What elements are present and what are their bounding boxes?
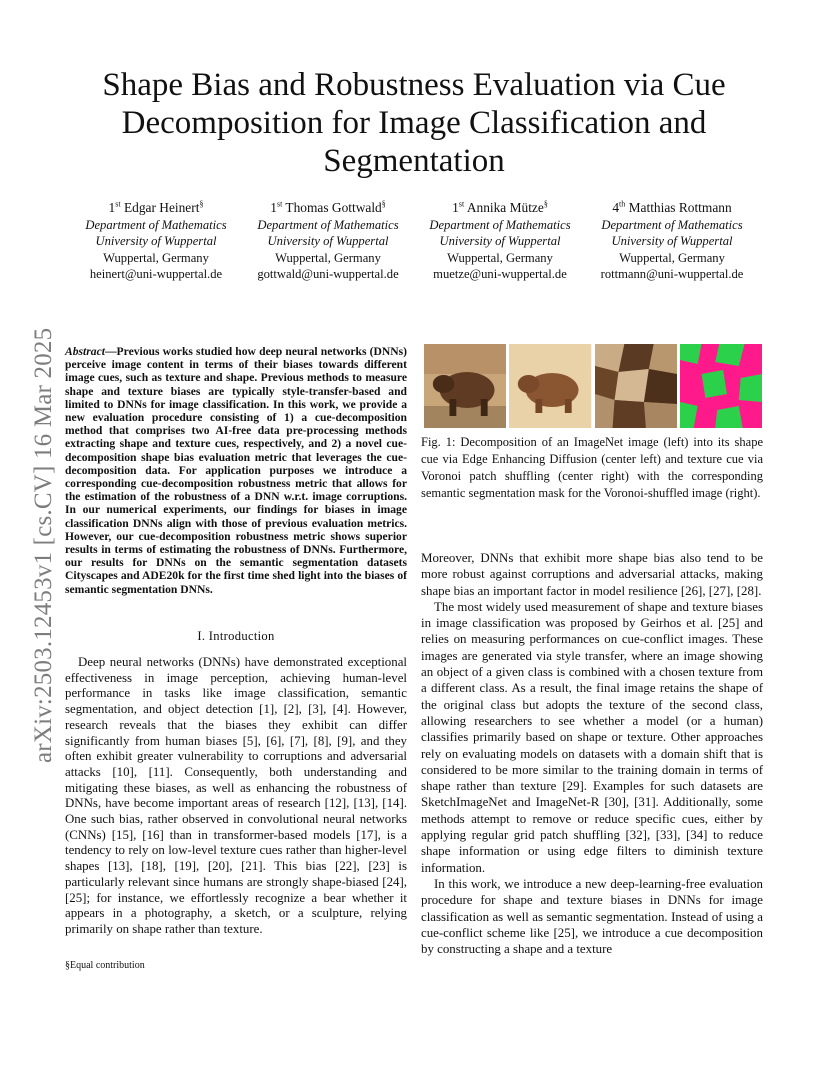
- author-block: [70, 200, 760, 283]
- author-2: 1st Thomas Gottwald§ Department of Mathematics University of Wuppertal Wuppertal, Germany gottwald@uni-wuppertal.de: [242, 200, 414, 283]
- paper-title: Shape Bias and Robustness Evaluation via Cue Decomposition for Image Classification and Segmentation: [102, 67, 726, 179]
- section-heading: I. Introduction: [197, 629, 275, 643]
- segmentation-mask-image: [680, 344, 762, 428]
- texture-cue-image: [595, 344, 677, 428]
- paragraph: In this work, we introduce a new deep-learning-free evaluation procedure for shape and texture biases in DNNs for image classification as well as semantic segmentation. Instead of using a cue-conflict scheme like [25], we introduce a cue decomposition by constructing a shape and a texture: [421, 876, 763, 957]
- abstract: Abstract—Previous works studied how deep neural networks (DNNs) perceive image content in terms of their biases towards different image cues, such as texture and shape. Previous methods to measure shape and texture biases are typically style-transfer-based and limited to DNNs for image classification. In this work, we provide a new evaluation procedure consisting of 1) a cue-decomposition method that comprises two AI-free data pre-processing methods extracting shape and texture cues, respectively, and 2) a novel cue-decomposition shape bias evaluation metric that leverages the cue-decomposition data. For application purposes we introduce a corresponding cue-decomposition robustness metric that allows for the estimation of the robustness of a DNN w.r.t. image corruptions. In our numerical experiments, our findings for biases in image classification DNNs align with those of previous evaluation metrics. However, our cue-decomposition robustness metric shows superior results in terms of estimating the robustness of DNNs. Furthermore, our results for DNNs on the semantic segmentation datasets Cityscapes and ADE20k for the first time shed light into the biases of semantic segmentation DNNs.: [65, 345, 407, 596]
- intro-text: [65, 655, 407, 938]
- author-email: gottwald@uni-wuppertal.de: [257, 267, 399, 281]
- author-email: heinert@uni-wuppertal.de: [89, 267, 223, 281]
- author-4: 4th Matthias Rottmann Department of Mathematics University of Wuppertal Wuppertal, Germany rottmann@uni-wuppertal.de: [586, 200, 758, 283]
- author-3: 1st Annika Mütze§ Department of Mathematics University of Wuppertal Wuppertal, Germany muetze@uni-wuppertal.de: [414, 200, 586, 283]
- paragraph: Moreover, DNNs that exhibit more shape bias also tend to be more robust against corruptions and adversarial attacks, making shape bias an important factor in model resilience [26], [27], [28].: [421, 551, 763, 598]
- author-email: muetze@uni-wuppertal.de: [433, 267, 567, 281]
- author-email: rottmann@uni-wuppertal.de: [600, 267, 744, 281]
- right-column-text: [421, 550, 763, 957]
- paragraph: Deep neural networks (DNNs) have demonstrated exceptional effectiveness in image perception, achieving human-level performance in tasks like image classification, semantic segmentation, and object detection [1], [2], [3], [4]. However, research reveals that the biases they exhibit can differ significantly from human biases [5], [6], [7], [8], [9], and they often exhibit greater vulnerability to corruptions and adversarial attacks [10], [11]. Consequently, both understanding and mitigating these biases, as well as enhancing the robustness of DNNs, have become important areas of research [12], [13], [14]. One such bias, rather observed in convolutional neural networks (CNNs) [15], [16] than in transformer-based models [17], is a tendency to rely on low-level texture cues rather than higher-level shapes [13], [18], [19], [20], [21]. This bias [22], [23] is particularly relevant since humans are strongly shape-biased [24], [25]; for instance, we effortlessly recognize a bear whether it appears in a photography, a sketch, or a sculpture, relying primarily on shape rather than texture.: [65, 655, 407, 936]
- arxiv-identifier: arXiv:2503.12453v1 [cs.CV] 16 Mar 2025: [30, 327, 57, 763]
- footnote: §Equal contribution: [65, 960, 145, 971]
- figure-caption: Fig. 1: Decomposition of an ImageNet image (left) into its shape cue via Edge Enhancing Diffusion (center left) and texture cue via Voronoi patch shuffling (center right) with the corresponding semantic segmentation mask for the Voronoi-shuffled image (right).: [421, 435, 763, 500]
- original-bear-image: [424, 344, 506, 428]
- paragraph: The most widely used measurement of shape and texture biases in image classification was proposed by Geirhos et al. [25] and relies on measuring performances on cue-conflict images. These images are generated via style transfer, where an image showing an object of a given class is combined with a chosen texture from a different class. As a result, the final image retains the shape of the original class but adopts the texture of the second class, allowing researchers to see whether a model (or a human) classifies primarily based on shape or texture. Other approaches rely on evaluating models on datasets with a domain shift that is considered to be more similar to the training domain in terms of shape rather than texture [29]. Examples for such datasets are SketchImageNet and ImageNet-R [30], [31]. Additionally, some methods attempt to remove or reduce specific cues, either by applying regular grid patch shuffling [32], [33], [34] to reduce shape information or using edge filters to diminish texture information.: [421, 599, 763, 875]
- shape-cue-image: [509, 344, 591, 428]
- author-1: 1st Edgar Heinert§ Department of Mathematics University of Wuppertal Wuppertal, Germany heinert@uni-wuppertal.de: [70, 200, 242, 283]
- figure-1: [424, 344, 762, 428]
